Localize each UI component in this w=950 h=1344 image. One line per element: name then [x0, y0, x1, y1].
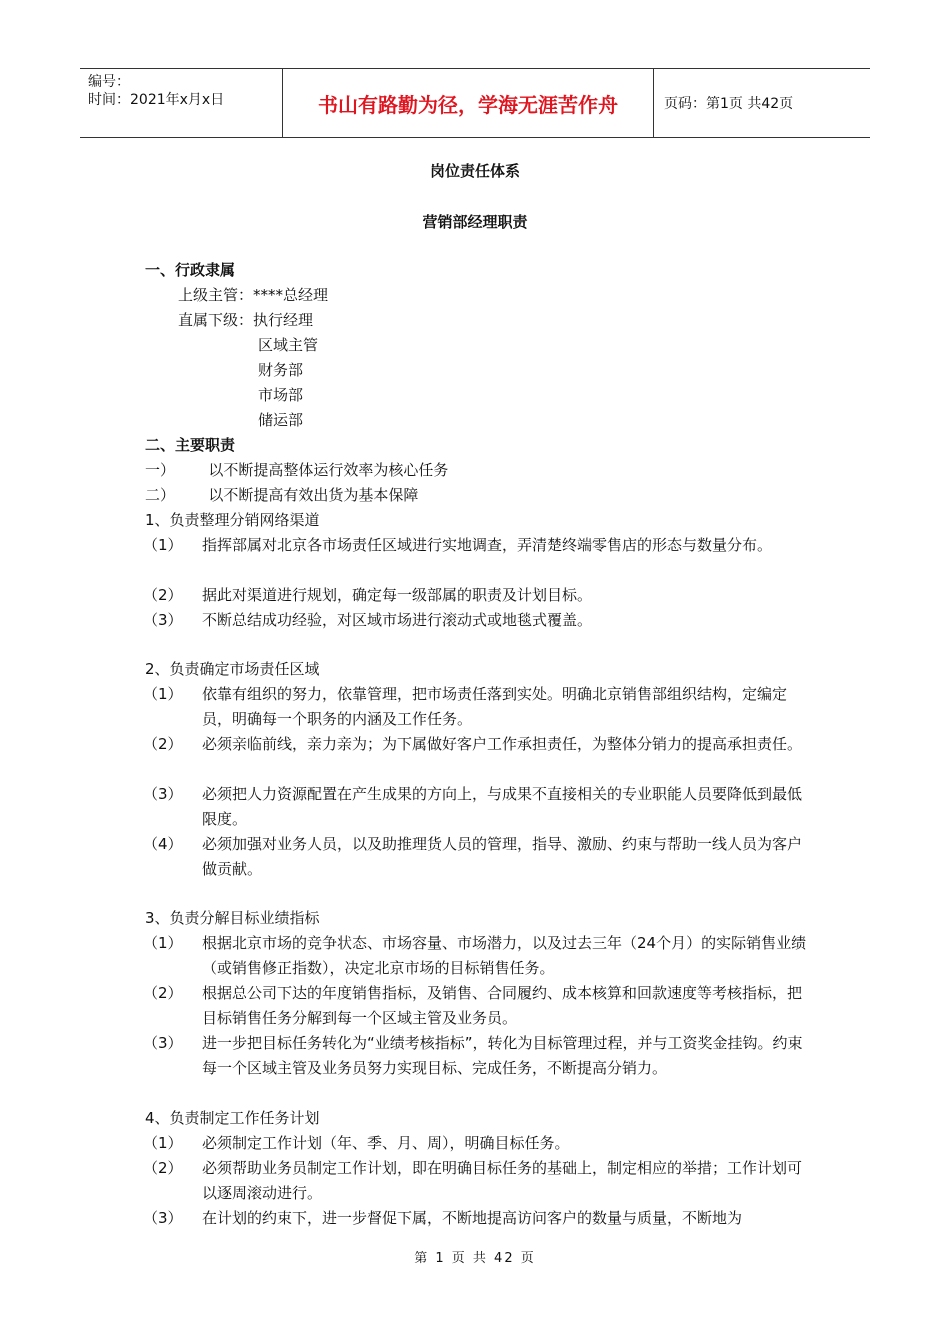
page-footer: 第 1 页 共 42 页: [414, 1251, 536, 1266]
item-text: 在计划的约束下，进一步督促下属，不断地提高访问客户的数量与质量，不断地为: [202, 1209, 743, 1227]
item-text: 必须加强对业务人员，以及助推理货人员的管理，指导、激励、约束与帮助一线人员为客户做贡献。: [202, 835, 803, 878]
item-text: 根据北京市场的竞争状态、市场容量、市场潜力，以及过去三年（24个月）的实际销售业绩（或销售修正指数），决定北京市场的目标销售任务。: [202, 934, 807, 977]
doc-subtitle: 营销部经理职责: [422, 213, 528, 231]
item-text: 根据总公司下达的年度销售指标，及销售、合同履约、成本核算和回款速度等考核指标，把目标销售任务分解到每一个区域主管及业务员。: [202, 984, 803, 1027]
goal-line: 二） 以不断提高有效出货为基本保障: [145, 486, 419, 504]
superior-line: 上级主管：****总经理: [178, 286, 329, 304]
item-text: 据此对渠道进行规划，确定每一级部属的职责及计划目标。: [202, 586, 593, 604]
group-2-title: 2、负责确定市场责任区域: [145, 660, 320, 678]
item-text: 指挥部属对北京各市场责任区域进行实地调查，弄清楚终端零售店的形态与数量分布。: [202, 536, 773, 554]
group-3-title: 3、负责分解目标业绩指标: [145, 909, 320, 927]
doc-time-label: 时间：2021年x月x日: [88, 92, 225, 108]
subordinate-item: 市场部: [258, 386, 304, 404]
header-motto: 书山有路勤为径，学海无涯苦作舟: [282, 69, 654, 137]
page-header: [80, 68, 870, 138]
item-number: （3）: [143, 611, 183, 629]
item-number: （3）: [143, 1034, 183, 1052]
subordinate-item: 区域主管: [258, 336, 319, 354]
item-number: （1）: [143, 536, 183, 554]
section-2-title: 二、主要职责: [145, 436, 236, 454]
doc-number-label: 编号：: [88, 74, 130, 90]
item-number: （2）: [143, 586, 183, 604]
goal-line: 一） 以不断提高整体运行效率为核心任务: [145, 461, 449, 479]
item-number: （1）: [143, 685, 183, 703]
item-text: 进一步把目标任务转化为“业绩考核指标”，转化为目标管理过程，并与工资奖金挂钩。约束每一个区域主管及业务员努力实现目标、完成任务，不断提高分销力。: [202, 1034, 803, 1077]
item-number: （2）: [143, 735, 183, 753]
item-text: 必须帮助业务员制定工作计划，即在明确目标任务的基础上，制定相应的举措；工作计划可以逐周滚动进行。: [202, 1159, 803, 1202]
item-number: （1）: [143, 934, 183, 952]
section-1-title: 一、行政隶属: [145, 261, 236, 279]
item-number: （2）: [143, 1159, 183, 1177]
group-4-title: 4、负责制定工作任务计划: [145, 1109, 320, 1127]
item-text: 必须制定工作计划（年、季、月、周），明确目标任务。: [202, 1134, 570, 1152]
item-number: （1）: [143, 1134, 183, 1152]
subordinate-item: 财务部: [258, 361, 304, 379]
subordinate-item: 储运部: [258, 411, 304, 429]
item-text: 必须亲临前线，亲力亲为；为下属做好客户工作承担责任，为整体分销力的提高承担责任。: [202, 735, 803, 753]
item-number: （3）: [143, 1209, 183, 1227]
item-text: 依靠有组织的努力，依靠管理，把市场责任落到实处。明确北京销售部组织结构，定编定员，明确每一个职务的内涵及工作任务。: [202, 685, 788, 728]
header-left: [80, 69, 282, 137]
item-number: （3）: [143, 785, 183, 803]
item-number: （4）: [143, 835, 183, 853]
header-page-info: 页码：第1页 共42页: [664, 96, 794, 112]
group-1-title: 1、负责整理分销网络渠道: [145, 511, 320, 529]
doc-title: 岗位责任体系: [429, 162, 520, 180]
subordinate-line: 直属下级：执行经理: [178, 311, 314, 329]
item-text: 必须把人力资源配置在产生成果的方向上，与成果不直接相关的专业职能人员要降低到最低限度。: [202, 785, 803, 828]
item-text: 不断总结成功经验，对区域市场进行滚动式或地毯式覆盖。: [202, 611, 593, 629]
item-number: （2）: [143, 984, 183, 1002]
